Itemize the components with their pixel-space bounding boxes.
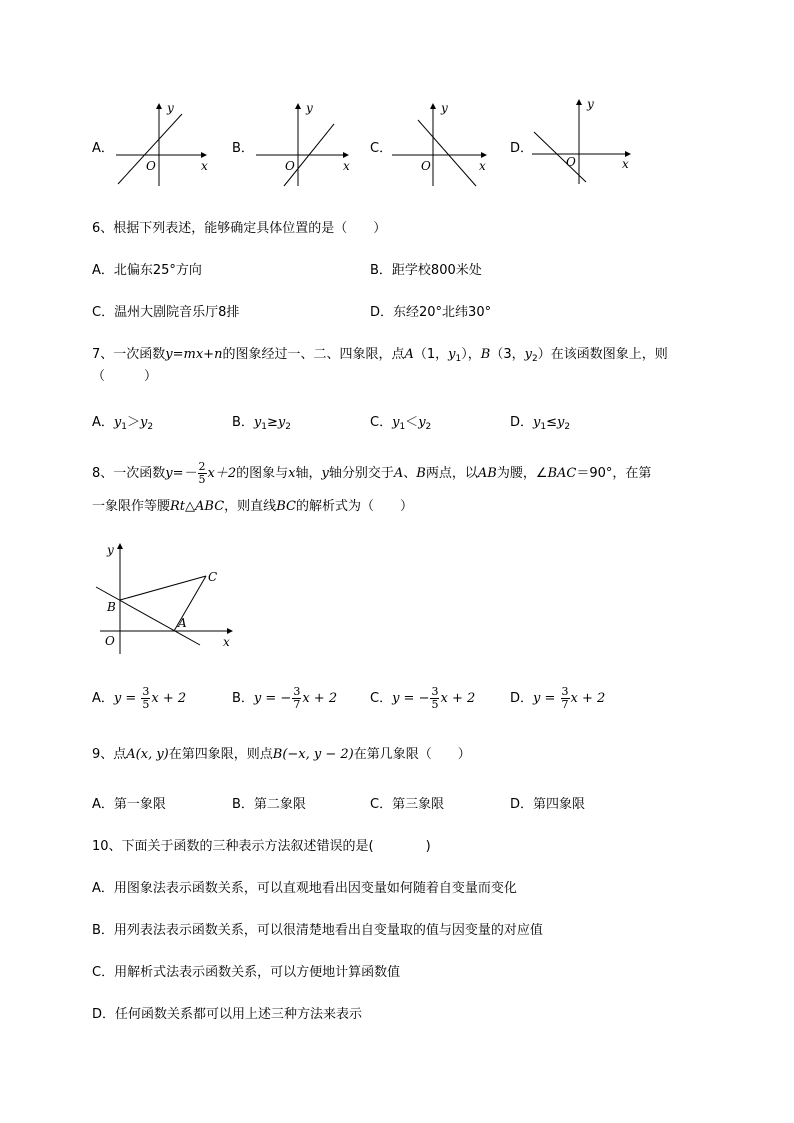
q10-option-b: B．用列表法表示函数关系，可以很清楚地看出自变量取的值与因变量的对应值 — [92, 923, 543, 938]
q10-option-c: C．用解析式法表示函数关系，可以方便地计算函数值 — [92, 965, 401, 980]
q7-option-b: B．$y_1\ge y_2$ — [232, 415, 292, 432]
q5-graph-a — [108, 98, 218, 190]
q9-option-c: C．第三象限 — [370, 797, 445, 812]
q5-b-y-label: y — [306, 101, 313, 115]
q8-fig-point-a: A — [178, 616, 187, 630]
q8-stem-fraction: $\frac{2}{5}$ — [198, 460, 206, 486]
q6-stem: 6、根据下列表述，能够确定具体位置的是（ ） — [92, 221, 387, 236]
q5-b-x-label: x — [343, 159, 350, 173]
q5-a-origin-label: O — [146, 159, 156, 173]
q5-option-a-letter: A． — [92, 141, 114, 156]
q5-graph-b — [248, 98, 358, 190]
q8-figure — [90, 538, 240, 660]
q7-option-d: D．$y_1\le y_2$ — [510, 415, 571, 432]
q5-graph-d — [526, 96, 636, 186]
q5-b-origin-label: O — [285, 159, 295, 173]
q5-c-x-label: x — [479, 159, 486, 173]
q9-option-d: D．第四象限 — [510, 797, 586, 812]
q6-option-b: B．距学校800米处 — [370, 263, 482, 278]
q8-option-d: D．y = $\frac{3}{7}$ x + 2 — [510, 685, 606, 711]
q8-stem: 8、一次函数y=－ $\frac{2}{5}$ x＋2的图象与x轴，y轴分别交于A、B两点，以AB为腰，∠BAC＝90°，在第 — [92, 460, 652, 486]
q6-option-c: C．温州大剧院音乐厅8排 — [92, 305, 240, 320]
q7-stem-line2: （ ） — [92, 369, 158, 384]
q8-stem-line2: 一象限作等腰Rt△ABC，则直线BC的解析式为（ ） — [92, 499, 413, 514]
q5-graph-c — [386, 98, 496, 190]
q10-stem: 10、下面关于函数的三种表示方法叙述错误的是( ) — [92, 839, 431, 854]
q5-d-x-label: x — [622, 157, 629, 171]
q5-d-origin-label: O — [566, 155, 576, 169]
q5-option-d-letter: D． — [510, 141, 534, 156]
q9-option-b: B．第二象限 — [232, 797, 306, 812]
q5-option-c-letter: C． — [370, 141, 393, 156]
q5-c-y-label: y — [441, 101, 448, 115]
q9-stem: 9、点A(x, y)在第四象限，则点B(−x, y − 2)在第几象限（ ） — [92, 747, 471, 762]
q8-fig-y-label: y — [107, 543, 114, 557]
q5-c-origin-label: O — [421, 159, 431, 173]
q9-option-a: A．第一象限 — [92, 797, 166, 812]
q7-option-a: A．$y_1>y_2$ — [92, 415, 154, 432]
q8-fig-origin-label: O — [105, 634, 115, 648]
q8-fig-point-c: C — [208, 570, 218, 584]
q5-d-y-label: y — [587, 97, 594, 111]
q6-option-d: D．东经20°北纬30° — [370, 305, 492, 320]
q5-option-b-letter: B． — [232, 141, 254, 156]
q5-a-y-label: y — [167, 101, 174, 115]
q5-a-x-label: x — [201, 159, 208, 173]
q10-option-d: D．任何函数关系都可以用上述三种方法来表示 — [92, 1007, 363, 1022]
q7-stem: 7、一次函数y=mx+n的图象经过一、二、四象限，点A（1，$y_1$），B（3，$y_2$）在该函数图象上，则 — [92, 347, 668, 364]
q8-fig-x-label: x — [223, 635, 230, 649]
q8-option-b: B．y = − $\frac{3}{7}$ x + 2 — [232, 685, 338, 711]
q8-option-c: C．y = − $\frac{3}{5}$ x + 2 — [370, 685, 476, 711]
q8-option-a: A．y = $\frac{3}{5}$ x + 2 — [92, 685, 187, 711]
q10-option-a: A．用图象法表示函数关系，可以直观地看出因变量如何随着自变量而变化 — [92, 881, 517, 896]
q8-fig-point-b: B — [107, 600, 116, 614]
q6-option-a: A．北偏东25°方向 — [92, 263, 202, 278]
q7-option-c: C．$y_1<y_2$ — [370, 415, 432, 432]
